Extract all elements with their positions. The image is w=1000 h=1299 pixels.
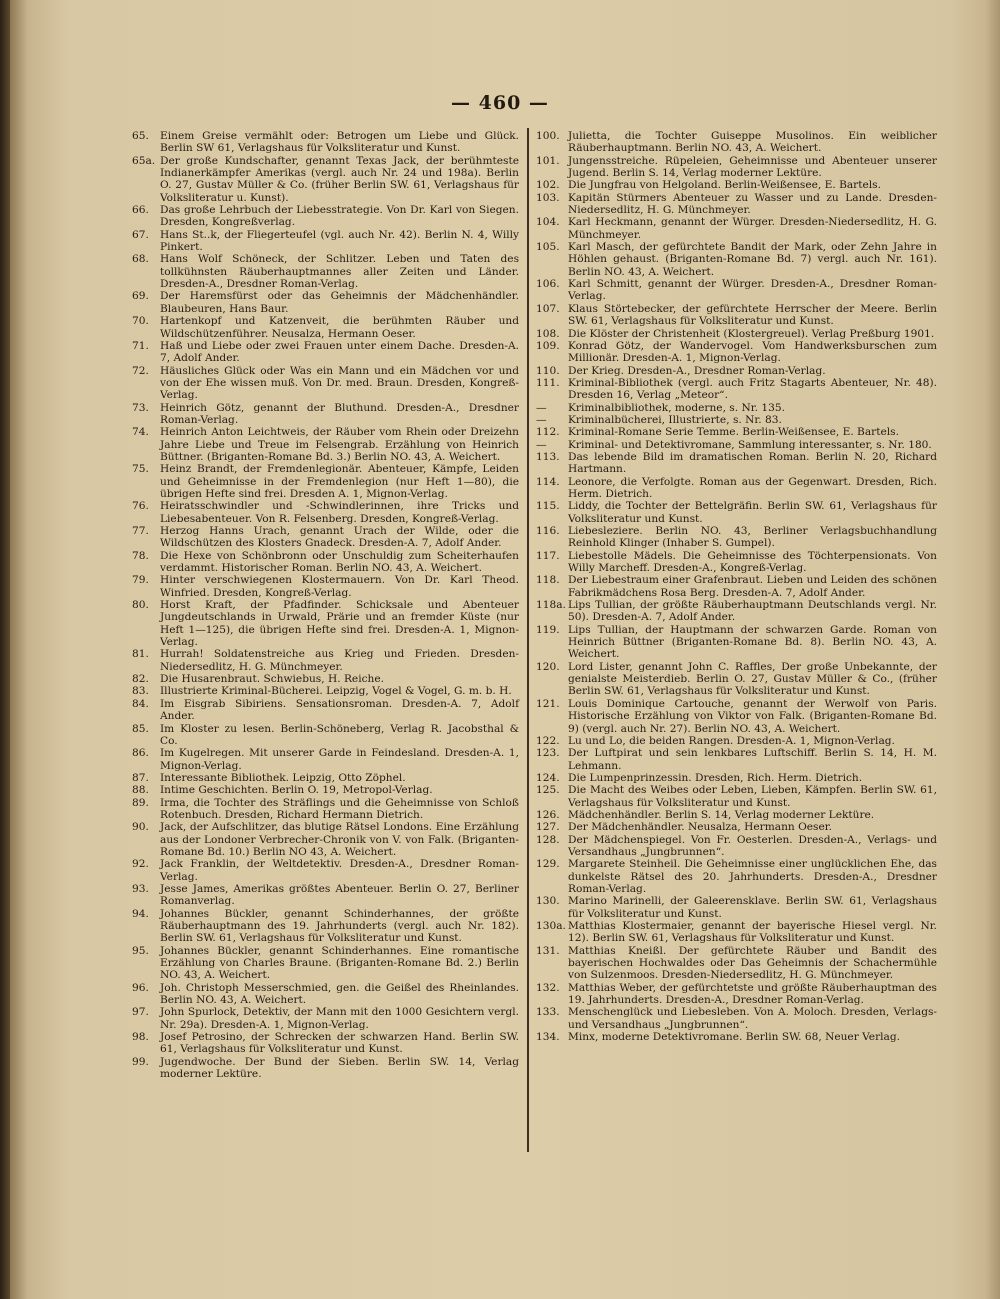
left-column [132, 130, 519, 1080]
entry-number: 118a. [536, 599, 566, 612]
entry-number: 124. [536, 771, 560, 784]
entry-number: 87. [132, 771, 149, 784]
entry-number: 120. [536, 660, 560, 673]
catalog-entry [536, 414, 937, 426]
catalog-entry [132, 365, 519, 402]
entry-text: Lord Lister, genannt John C. Raffles, Der große Unbekannte, der genialste Meisterdieb. Berlin O. 27, Gustav Müller & Co., (früher Berlin SW. 61, Verlagshaus für Volksliteratur und Kunst. [568, 660, 937, 698]
entry-text: Johannes Bückler, genannt Schinderhannes, der größte Räuberhauptmann des 19. Jahrhunderts (vergl. auch Nr. 182). Berlin SW. 61, Verlagshaus für Volksliteratur und Kunst. [160, 907, 519, 945]
entry-number: 130a. [536, 920, 566, 932]
entry-number: 122. [536, 734, 560, 747]
entry-text: Johannes Bückler, genannt Schinderhannes. Eine romantische Erzählung von Charles Braune. (Briganten-Romane Bd. 2.) Berlin NO. 43, A. Weichert. [160, 944, 519, 982]
entry-number: 127. [536, 821, 560, 834]
entry-number: 109. [536, 339, 560, 352]
catalog-entry [536, 945, 937, 982]
entry-text: Die Hexe von Schönbronn oder Unschuldig zum Scheiterhaufen verdammt. Historischer Roman. Berlin NO. 43, A. Weichert. [160, 549, 519, 575]
entry-number: 96. [132, 981, 149, 994]
entry-text: Hans St..k, der Fliegerteufel (vgl. auch Nr. 42). Berlin N. 4, Willy Pinkert. [160, 228, 519, 254]
catalog-entry [132, 500, 519, 525]
entry-number: 83. [132, 685, 149, 698]
entry-number: 112. [536, 426, 560, 439]
catalog-entry [132, 858, 519, 883]
entry-number: 130. [536, 895, 560, 908]
entry-number: 114. [536, 475, 560, 488]
entry-text: Der große Kundschafter, genannt Texas Jack, der berühmteste Indianerkämpfer Amerikas (vergl. auch Nr. 24 und 198a). Berlin O. 27, Gustav Müller & Co. (früher Berlin SW. 61, Verlagshaus für Volksliteratur u. Kunst). [160, 154, 519, 204]
catalog-entry [536, 834, 937, 859]
entry-number: 77. [132, 525, 149, 537]
catalog-entry [132, 945, 519, 982]
catalog-entry [536, 809, 937, 821]
entry-text: Konrad Götz, der Wandervogel. Vom Handwerksburschen zum Millionär. Dresden-A. 1, Mignon-Verlag. [568, 339, 937, 365]
catalog-entry [132, 1006, 519, 1031]
catalog-entry [536, 340, 937, 365]
catalog-entry [536, 216, 937, 241]
catalog-entry [132, 685, 519, 697]
entry-text: Die Lumpenprinzessin. Dresden, Rich. Herm. Dietrich. [568, 771, 863, 784]
entry-text: Jack Franklin, der Weltdetektiv. Dresden-A., Dresdner Roman-Verlag. [160, 858, 519, 883]
entry-text: John Spurlock, Detektiv, der Mann mit den 1000 Gesichtern vergl. Nr. 29a). Dresden-A. 1, Mignon-Verlag. [160, 1006, 519, 1031]
entry-number: 70. [132, 315, 149, 328]
entry-number: 133. [536, 1006, 560, 1019]
entry-number: 80. [132, 599, 149, 612]
entry-number: 75. [132, 463, 149, 476]
catalog-entry [132, 747, 519, 772]
catalog-entry [536, 574, 937, 599]
entry-number: 134. [536, 1031, 560, 1044]
entry-text: Einem Greise vermählt oder: Betrogen um Liebe und Glück. Berlin SW 61, Verlagshaus für Volksliteratur und Kunst. [160, 130, 519, 155]
entry-text: Hartenkopf und Katzenveit, die berühmten Räuber und Wildschützenführer. Neusalza, Hermann Oeser. [160, 315, 519, 340]
entry-text: Im Kloster zu lesen. Berlin-Schöneberg, Verlag R. Jacobsthal & Co. [160, 722, 519, 747]
entry-number: 89. [132, 796, 149, 809]
entry-number: 84. [132, 697, 149, 710]
entry-number: 73. [132, 401, 149, 414]
entry-text: Die Husarenbraut. Schwiebus, H. Reiche. [160, 673, 384, 686]
catalog-entry [536, 192, 937, 217]
entry-text: Irma, die Tochter des Sträflings und die Geheimnisse von Schloß Rotenbuch. Dresden, Richard Hermann Dietrich. [160, 796, 519, 821]
catalog-entry [536, 599, 937, 624]
entry-number: — [536, 438, 547, 451]
entry-number: 100. [536, 130, 560, 142]
entry-text: Der Mädchenhändler. Neusalza, Hermann Oeser. [568, 821, 833, 834]
entry-number: 88. [132, 784, 149, 797]
entry-text: Kriminal- und Detektivromane, Sammlung interessanter, s. Nr. 180. [568, 438, 932, 451]
entry-number: 115. [536, 500, 560, 513]
entry-number: 65a. [132, 154, 156, 167]
entry-text: Kriminal-Bibliothek (vergl. auch Fritz Stagarts Abenteuer, Nr. 48). Dresden 16, Verlag „Meteor“. [568, 376, 937, 402]
catalog-entry [132, 290, 519, 315]
catalog-entry [132, 426, 519, 463]
entry-number: 132. [536, 981, 560, 994]
entry-number: 66. [132, 204, 149, 217]
entry-number: 107. [536, 302, 560, 315]
entry-number: 65. [132, 130, 149, 142]
entry-number: 123. [536, 747, 560, 760]
entry-text: Karl Masch, der gefürchtete Bandit der Mark, oder Zehn Jahre in Höhlen gehaust. (Briganten-Romane Bd. 7) vergl. auch Nr. 161). Berlin NO. 43, A. Weichert. [568, 241, 937, 278]
catalog-entry [536, 241, 937, 278]
catalog-entry [536, 1031, 937, 1043]
entry-number: 113. [536, 450, 560, 463]
entry-text: Der Luftpirat und sein lenkbares Luftschiff. Berlin S. 14, H. M. Lehmann. [568, 747, 937, 772]
entry-number: 118. [536, 574, 560, 587]
entry-number: 119. [536, 623, 560, 636]
catalog-entry [536, 821, 937, 833]
entry-number: 78. [132, 549, 149, 562]
catalog-entry [536, 402, 937, 414]
entry-text: Horst Kraft, der Pfadfinder. Schicksale und Abenteuer Jungdeutschlands in Urwald, Prärie und an fremder Küste (nur Heft 1—125), die übrigen Hefte sind frei. Dresden-A. 1, Mignon-Verlag. [160, 599, 519, 649]
entry-text: Kapitän Stürmers Abenteuer zu Wasser und zu Lande. Dresden-Niedersedlitz, H. G. Münchmeyer. [568, 191, 937, 217]
entry-number: 69. [132, 290, 149, 303]
entry-number: 92. [132, 858, 149, 871]
entry-number: 93. [132, 882, 149, 895]
catalog-entry [132, 648, 519, 673]
catalog-entry [132, 550, 519, 575]
catalog-entry [536, 550, 937, 575]
entry-number: 79. [132, 574, 149, 587]
entry-text: Mädchenhändler. Berlin S. 14, Verlag moderner Lektüre. [568, 808, 875, 821]
entry-text: Minx, moderne Detektivromane. Berlin SW. 68, Neuer Verlag. [568, 1031, 900, 1044]
entry-text: Im Eisgrab Sibiriens. Sensationsroman. Dresden-A. 7, Adolf Ander. [160, 697, 519, 723]
entry-text: Die Macht des Weibes oder Leben, Lieben, Kämpfen. Berlin SW. 61, Verlagshaus für Volksliteratur und Kunst. [568, 784, 937, 809]
catalog-entry [536, 1006, 937, 1031]
entry-text: Interessante Bibliothek. Leipzig, Otto Zöphel. [160, 771, 406, 784]
entry-text: Heinrich Götz, genannt der Bluthund. Dresden-A., Dresdner Roman-Verlag. [160, 401, 519, 426]
entry-text: Heinrich Anton Leichtweis, der Räuber vom Rhein oder Dreizehn Jahre Liebe und Treue im Felsengrab. Erzählung von Heinrich Büttner. (Briganten-Romane Bd. 3.) Berlin NO. 43, A. Weichert. [160, 426, 519, 463]
catalog-entry [132, 673, 519, 685]
entry-text: Das lebende Bild im dramatischen Roman. Berlin N. 20, Richard Hartmann. [568, 450, 937, 476]
entry-text: Das große Lehrbuch der Liebesstrategie. Von Dr. Karl von Siegen. Dresden, Kongreßverlag. [160, 204, 519, 229]
entry-number: 126. [536, 808, 560, 821]
entry-number: 81. [132, 648, 149, 661]
entry-number: 125. [536, 784, 560, 797]
entry-number: 72. [132, 364, 149, 377]
entry-number: 68. [132, 253, 149, 266]
catalog-entry [536, 747, 937, 772]
catalog-entry [132, 130, 519, 155]
catalog-entry [132, 155, 519, 204]
entry-text: Der Liebestraum einer Grafenbraut. Lieben und Leiden des schönen Fabrikmädchens Rosa Berg. Dresden-A. 7, Adolf Ander. [568, 574, 937, 599]
catalog-entry [132, 784, 519, 796]
entry-text: Menschenglück und Liebesleben. Von A. Moloch. Dresden, Verlags- und Versandhaus „Jungbrunnen“. [568, 1006, 937, 1031]
entry-number: 86. [132, 747, 149, 760]
catalog-entry [536, 426, 937, 438]
catalog-entry [536, 895, 937, 920]
entry-text: Jesse James, Amerikas größtes Abenteuer. Berlin O. 27, Berliner Romanverlag. [160, 882, 519, 908]
entry-number: 106. [536, 278, 560, 291]
entry-text: Heiratsschwindler und -Schwindlerinnen, ihre Tricks und Liebesabenteuer. Von R. Felsenberg. Dresden, Kongreß-Verlag. [160, 500, 519, 525]
entry-text: Karl Heckmann, genannt der Würger. Dresden-Niedersedlitz, H. G. Münchmeyer. [568, 216, 937, 241]
entry-number: 129. [536, 858, 560, 871]
page-number: — 460 — [451, 92, 549, 114]
right-column [536, 130, 937, 1043]
entry-text: Der Krieg. Dresden-A., Dresdner Roman-Verlag. [568, 364, 826, 377]
catalog-entry [536, 500, 937, 525]
entry-number: 102. [536, 179, 560, 192]
catalog-entry [132, 883, 519, 908]
entry-text: Heinz Brandt, der Fremdenlegionär. Abenteuer, Kämpfe, Leiden und Geheimnisse in der Fremdenlegion (nur Heft 1—80), die übrigen Hefte sind frei. Dresden A. 1, Mignon-Verlag. [160, 463, 519, 500]
entry-text: Matthias Klostermaier, genannt der bayerische Hiesel vergl. Nr. 12). Berlin SW. 61, Verlagshaus für Volksliteratur und Kunst. [568, 920, 937, 945]
entry-number: 105. [536, 241, 560, 254]
entry-number: 97. [132, 1006, 149, 1019]
catalog-entry [536, 982, 937, 1007]
catalog-entry [132, 908, 519, 945]
entry-number: 117. [536, 549, 560, 562]
entry-text: Kriminalbibliothek, moderne, s. Nr. 135. [568, 401, 785, 414]
catalog-entry [536, 377, 937, 402]
catalog-entry [536, 155, 937, 180]
entry-number: 82. [132, 673, 149, 686]
entry-text: Lu und Lo, die beiden Rangen. Dresden-A. 1, Mignon-Verlag. [568, 734, 895, 747]
entry-number: 108. [536, 327, 560, 340]
entry-text: Josef Petrosino, der Schrecken der schwarzen Hand. Berlin SW. 61, Verlagshaus für Volksliteratur und Kunst. [160, 1031, 519, 1056]
entry-number: — [536, 413, 547, 426]
entry-text: Joh. Christoph Messerschmied, gen. die Geißel des Rheinlandes. Berlin NO. 43, A. Weichert. [160, 981, 519, 1007]
entry-number: 74. [132, 426, 149, 439]
entry-text: Klaus Störtebecker, der gefürchtete Herrscher der Meere. Berlin SW. 61, Verlagshaus für Volksliteratur und Kunst. [568, 302, 937, 328]
entry-number: 103. [536, 191, 560, 204]
entry-text: Liddy, die Tochter der Bettelgräfin. Berlin SW. 61, Verlagshaus für Volksliteratur und Kunst. [568, 500, 937, 525]
catalog-entry [536, 451, 937, 476]
catalog-entry [536, 784, 937, 809]
catalog-entry [132, 723, 519, 748]
entry-number: 90. [132, 821, 149, 834]
entry-number: 128. [536, 833, 560, 846]
entry-text: Jungensstreiche. Rüpeleien, Geheimnisse und Abenteuer unserer Jugend. Berlin S. 14, Verlag moderner Lektüre. [568, 154, 937, 180]
entry-text: Kriminal-Romane Serie Temme. Berlin-Weißensee, E. Bartels. [568, 426, 899, 439]
catalog-entry [132, 821, 519, 858]
catalog-entry [536, 661, 937, 698]
entry-text: Marino Marinelli, der Galeerensklave. Berlin SW. 61, Verlagshaus für Volksliteratur und Kunst. [568, 895, 937, 920]
entry-text: Kriminalbücherei, Illustrierte, s. Nr. 83. [568, 413, 782, 426]
entry-text: Lips Tullian, der größte Räuberhauptmann Deutschlands vergl. Nr. 50). Dresden-A. 7, Adolf Ander. [568, 599, 937, 624]
entry-text: Im Kugelregen. Mit unserer Garde in Feindesland. Dresden-A. 1, Mignon-Verlag. [160, 747, 519, 772]
catalog-entry [536, 735, 937, 747]
column-divider [527, 128, 529, 1152]
catalog-entry [132, 340, 519, 365]
entry-number: 95. [132, 944, 149, 957]
entry-text: Haß und Liebe oder zwei Frauen unter einem Dache. Dresden-A. 7, Adolf Ander. [160, 339, 519, 365]
entry-text: Hurrah! Soldatenstreiche aus Krieg und Frieden. Dresden-Niedersedlitz, H. G. Münchmeyer. [160, 648, 519, 673]
catalog-entry [536, 525, 937, 550]
entry-text: Häusliches Glück oder Was ein Mann und ein Mädchen vor und von der Ehe wissen muß. Von Dr. med. Braun. Dresden, Kongreß-Verlag. [160, 364, 519, 402]
entry-number: 110. [536, 364, 560, 377]
entry-text: Matthias Weber, der gefürchtetste und größte Räuberhauptman des 19. Jahrhunderts. Dresden-A., Dresdner Roman-Verlag. [568, 981, 937, 1007]
catalog-entry [132, 982, 519, 1007]
entry-number: 121. [536, 697, 560, 710]
catalog-entry [536, 130, 937, 155]
entry-text: Intime Geschichten. Berlin O. 19, Metropol-Verlag. [160, 784, 433, 797]
entry-number: 76. [132, 500, 149, 513]
entry-text: Julietta, die Tochter Guiseppe Musolinos. Ein weiblicher Räuberhauptmann. Berlin NO. 43, A. Weichert. [568, 130, 937, 155]
entry-text: Hinter verschwiegenen Klostermauern. Von Dr. Karl Theod. Winfried. Dresden, Kongreß-Verlag. [160, 574, 519, 599]
entry-number: 94. [132, 907, 149, 920]
entry-number: 71. [132, 339, 149, 352]
catalog-entry [536, 476, 937, 501]
entry-text: Margarete Steinheil. Die Geheimnisse einer unglücklichen Ehe, das dunkelste Rätsel des 20. Jahrhunderts. Dresden-A., Dresdner Roman-Verlag. [568, 858, 937, 895]
entry-text: Liebesleziere. Berlin NO. 43, Berliner Verlagsbuchhandlung Reinhold Klinger (Inhaber S. Gumpel). [568, 525, 937, 550]
catalog-entry [536, 179, 937, 191]
entry-text: Der Haremsfürst oder das Geheimnis der Mädchenhändler. Blaubeuren, Hans Baur. [160, 290, 519, 315]
entry-text: Louis Dominique Cartouche, genannt der Werwolf von Paris. Historische Erzählung von Viktor von Falk. (Briganten-Romane Bd. 9) (vergl. auch Nr. 27). Berlin NO. 43, A. Weichert. [568, 697, 937, 735]
catalog-entry [536, 698, 937, 735]
catalog-entry [132, 599, 519, 648]
entry-number: 104. [536, 216, 560, 229]
catalog-entry [132, 253, 519, 290]
entry-text: Herzog Hanns Urach, genannt Urach der Wilde, oder die Wildschützen des Klosters Gnadeck. Dresden-A. 7, Adolf Ander. [160, 525, 519, 550]
entry-number: 131. [536, 944, 560, 957]
catalog-entry [132, 315, 519, 340]
catalog-entry [132, 525, 519, 550]
catalog-entry [132, 229, 519, 254]
entry-number: — [536, 401, 547, 414]
entry-text: Lips Tullian, der Hauptmann der schwarzen Garde. Roman von Heinrich Büttner (Briganten-Romane Bd. 8). Berlin NO. 43, A. Weichert. [568, 623, 937, 661]
catalog-entry [132, 574, 519, 599]
entry-number: 116. [536, 525, 560, 537]
catalog-entry [132, 402, 519, 427]
catalog-entry [536, 772, 937, 784]
entry-text: Leonore, die Verfolgte. Roman aus der Gegenwart. Dresden, Rich. Herm. Dietrich. [568, 475, 937, 500]
catalog-entry [132, 1056, 519, 1081]
catalog-entry [536, 365, 937, 377]
entry-text: Die Jungfrau von Helgoland. Berlin-Weißensee, E. Bartels. [568, 179, 881, 192]
catalog-entry [132, 1031, 519, 1056]
catalog-entry [536, 439, 937, 451]
entry-number: 111. [536, 376, 560, 389]
catalog-entry [536, 328, 937, 340]
entry-text: Karl Schmitt, genannt der Würger. Dresden-A., Dresdner Roman-Verlag. [568, 278, 937, 303]
catalog-entry [132, 463, 519, 500]
catalog-entry [132, 772, 519, 784]
book-spine-shadow [0, 0, 10, 1299]
catalog-entry [536, 624, 937, 661]
catalog-entry [536, 858, 937, 895]
entry-text: Jugendwoche. Der Bund der Sieben. Berlin SW. 14, Verlag moderner Lektüre. [160, 1055, 519, 1081]
entry-number: 98. [132, 1031, 149, 1044]
entry-text: Jack, der Aufschlitzer, das blutige Rätsel Londons. Eine Erzählung aus der Londoner Verbrecher-Chronik von V. von Falk. (Briganten-Romane Bd. 10.) Berlin NO 43, A. Weichert. [160, 821, 519, 858]
entry-number: 99. [132, 1055, 149, 1068]
entry-text: Die Klöster der Christenheit (Klostergreuel). Verlag Preßburg 1901. [568, 327, 935, 340]
entry-text: Illustrierte Kriminal-Bücherei. Leipzig, Vogel & Vogel, G. m. b. H. [160, 685, 512, 698]
entry-number: 101. [536, 154, 560, 167]
catalog-entry [132, 204, 519, 229]
entry-text: Liebestolle Mädels. Die Geheimnisse des Töchterpensionats. Von Willy Marcheff. Dresden-A., Kongreß-Verlag. [568, 549, 937, 575]
catalog-entry [536, 303, 937, 328]
entry-text: Der Mädchenspiegel. Von Fr. Oesterlen. Dresden-A., Verlags- und Versandhaus „Jungbrunnen“. [568, 833, 937, 858]
entry-text: Matthias Kneißl. Der gefürchtete Räuber und Bandit des bayerischen Hochwaldes oder Das Geheimnis der Schachermühle von Sulzenmoos. Dresden-Niedersedlitz, H. G. Münchmeyer. [568, 944, 937, 982]
catalog-entry [536, 920, 937, 945]
catalog-entry [132, 698, 519, 723]
catalog-entry [132, 797, 519, 822]
catalog-entry [536, 278, 937, 303]
entry-number: 67. [132, 228, 149, 241]
entry-number: 85. [132, 722, 149, 735]
entry-text: Hans Wolf Schöneck, der Schlitzer. Leben und Taten des tollkühnsten Räuberhauptmannes aller Zeiten und Länder. Dresden-A., Dresdner Roman-Verlag. [160, 253, 519, 291]
